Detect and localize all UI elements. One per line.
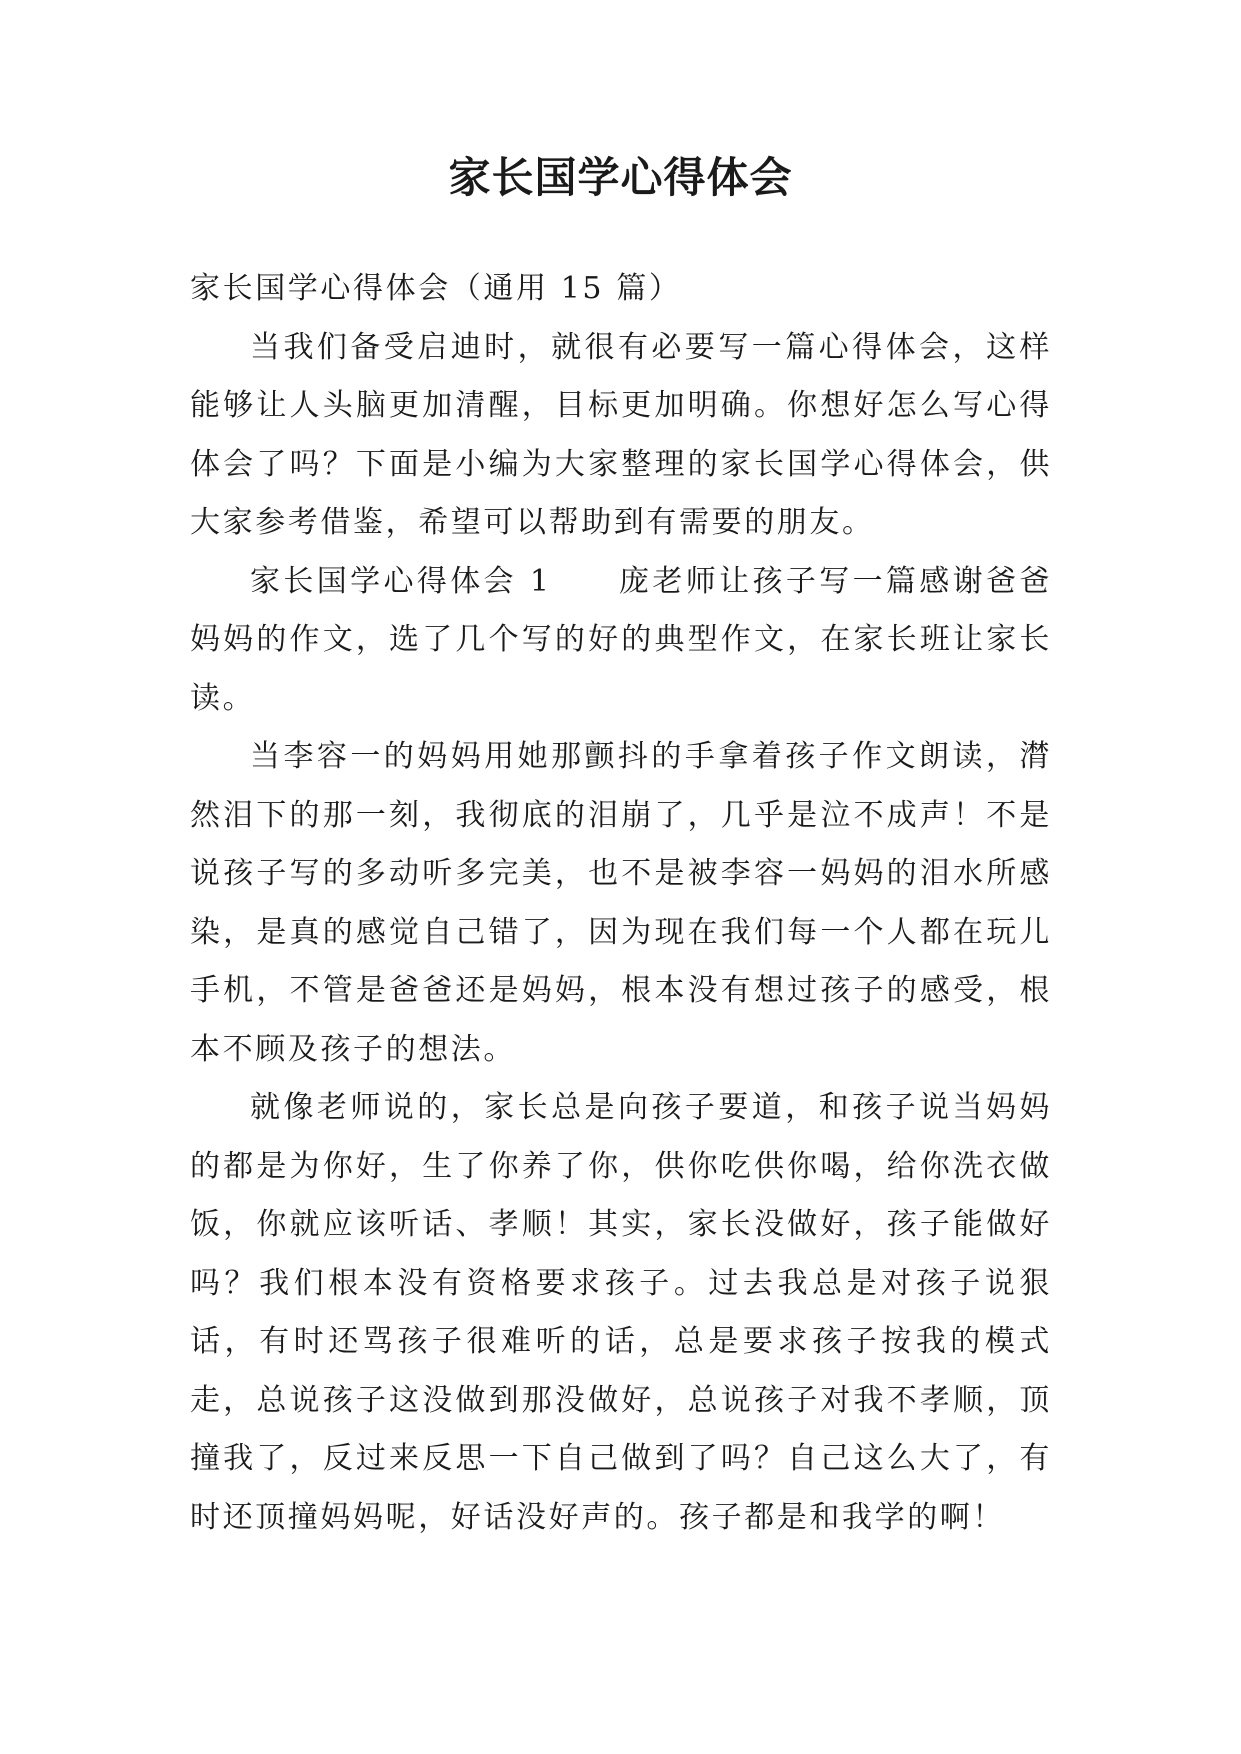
document-subtitle: 家长国学心得体会（通用 15 篇） bbox=[190, 271, 682, 306]
paragraph-essay-1-opening: 家长国学心得体会 1 庞老师让孩子写一篇感谢爸爸妈妈的作文，选了几个写的好的典型作文，在家长班让家长读。 bbox=[190, 563, 1052, 716]
paragraph-intro: 当我们备受启迪时，就很有必要写一篇心得体会，这样能够让人头脑更加清醒，目标更加明确。你想好怎么写心得体会了吗？下面是小编为大家整理的家长国学心得体会，供大家参考借鉴，希望可以帮助到有需要的朋友。 bbox=[190, 329, 1052, 540]
document-title: 家长国学心得体会 bbox=[448, 153, 793, 202]
document-body bbox=[190, 260, 1052, 1547]
paragraph-essay-1-reflection: 就像老师说的，家长总是向孩子要道，和孩子说当妈妈的都是为你好，生了你养了你，供你吃供你喝，给你洗衣做饭，你就应该听话、孝顺！其实，家长没做好，孩子能做好吗？我们根本没有资格要求孩子。过去我总是对孩子说狠话，有时还骂孩子很难听的话，总是要求孩子按我的模式走，总说孩子这没做到那没做好，总说孩子对我不孝顺，顶撞我了，反过来反思一下自己做到了吗？自己这么大了，有时还顶撞妈妈呢，好话没好声的。孩子都是和我学的啊！ bbox=[190, 1090, 1052, 1535]
paragraph-essay-1-reading: 当李容一的妈妈用她那颤抖的手拿着孩子作文朗读，潸然泪下的那一刻，我彻底的泪崩了，几乎是泣不成声！不是说孩子写的多动听多完美，也不是被李容一妈妈的泪水所感染，是真的感觉自己错了，因为现在我们每一个人都在玩儿手机，不管是爸爸还是妈妈，根本没有想过孩子的感受，根本不顾及孩子的想法。 bbox=[190, 739, 1052, 1067]
